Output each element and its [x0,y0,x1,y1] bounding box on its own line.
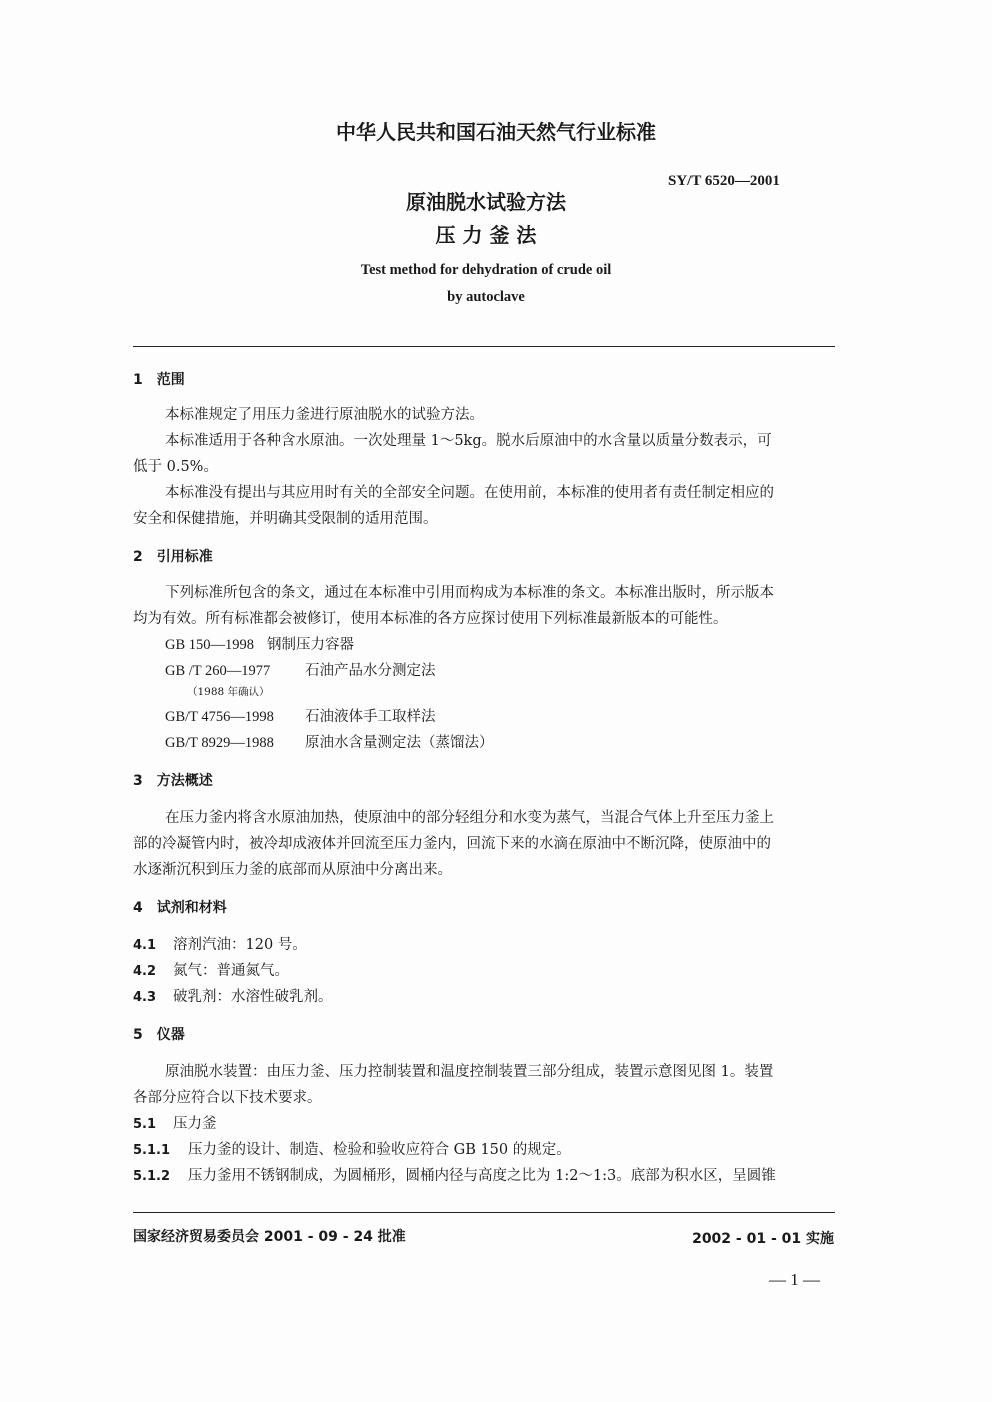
standard-number: SY/T 6520—2001 [668,173,780,189]
item-text: 压力釜用不锈钢制成，为圆桶形，圆桶内径与高度之比为 1:2～1:3。底部为积水区，呈圆锥 [188,1168,776,1184]
item-text: 破乳剂：水溶性破乳剂。 [173,989,333,1005]
reference-code: GB /T 260—1977 [165,663,271,679]
section-1-paragraph: 低于 0.5%。 [133,459,218,475]
reference-title: 钢制压力容器 [267,637,354,653]
document-subtitle-cn: 压 力 釜 法 [435,223,537,247]
reference-title: 石油产品水分测定法 [305,663,436,679]
clause [133,1138,571,1163]
section-2-paragraph: 下列标准所包含的条文，通过在本标准中引用而构成为本标准的条文。本标准出版时，所示版本 [165,585,774,601]
reference-note: （1988 年确认） [187,686,270,698]
approval-statement: 国家经济贸易委员会 2001 - 09 - 24 批准 [133,1229,406,1245]
section-3-paragraph: 水逐渐沉积到压力釜的底部而从原油中分离出来。 [133,862,452,878]
list-item [133,985,333,1010]
reference-code: GB/T 8929—1988 [165,735,274,751]
reference-item [165,659,436,683]
section-5-paragraph: 各部分应符合以下技术要求。 [133,1090,322,1106]
section-1-paragraph: 安全和保健措施，并明确其受限制的适用范围。 [133,511,438,527]
section-3-paragraph: 部的冷凝管内时，被冷却成液体并回流至压力釜内，回流下来的水滴在原油中不断沉降，使原油中的 [133,836,771,852]
list-item [133,933,307,958]
reference-code: GB/T 4756—1998 [165,709,274,725]
item-text: 压力釜 [173,1116,217,1132]
document-title-cn: 原油脱水试验方法 [406,190,566,214]
reference-item [165,731,494,755]
page-number: — 1 — [769,1270,820,1289]
reference-title: 石油液体手工取样法 [305,709,436,725]
effective-date: 2002 - 01 - 01 实施 [692,1231,834,1247]
section-5-heading: 5 仪器 [133,1027,185,1043]
section-2-heading: 2 引用标准 [133,549,213,565]
section-3-heading: 3 方法概述 [133,773,213,789]
section-1-paragraph: 本标准适用于各种含水原油。一次处理量 1～5kg。脱水后原油中的水含量以质量分数表示，可 [165,433,772,449]
footer-divider [133,1212,835,1213]
subsection-heading [133,1112,217,1137]
item-number: 4.3 [133,990,157,1005]
item-number: 5.1 [133,1117,157,1132]
item-number: 4.2 [133,964,157,979]
reference-item [165,633,354,657]
section-2-paragraph: 均为有效。所有标准都会被修订，使用本标准的各方应探讨使用下列标准最新版本的可能性。 [133,611,728,627]
reference-item [165,705,436,729]
section-1-heading: 1 范围 [133,372,185,388]
document-title-en-line2: by autoclave [447,289,525,305]
reference-code: GB 150—1998 [165,637,255,653]
section-4-heading: 4 试剂和材料 [133,900,227,916]
document-title-en-line1: Test method for dehydration of crude oil [360,262,612,278]
section-1-paragraph: 本标准规定了用压力釜进行原油脱水的试验方法。 [165,407,484,423]
clause [133,1164,776,1189]
header-divider [133,346,835,347]
section-1-paragraph: 本标准没有提出与其应用时有关的全部安全问题。在使用前，本标准的使用者有责任制定相应的 [165,485,774,501]
item-number: 4.1 [133,938,157,953]
section-3-paragraph: 在压力釜内将含水原油加热，使原油中的部分轻组分和水变为蒸气，当混合气体上升至压力釜上 [165,810,774,826]
item-text: 氮气：普通氮气。 [173,963,289,979]
item-number: 5.1.1 [133,1143,171,1158]
section-5-paragraph: 原油脱水装置：由压力釜、压力控制装置和温度控制装置三部分组成，装置示意图见图 1。装置 [165,1064,774,1080]
list-item [133,959,289,984]
standard-category-title: 中华人民共和国石油天然气行业标准 [336,120,656,144]
item-text: 压力釜的设计、制造、检验和验收应符合 GB 150 的规定。 [188,1142,571,1158]
reference-title: 原油水含量测定法（蒸馏法） [305,735,494,751]
item-text: 溶剂汽油：120 号。 [173,937,307,953]
item-number: 5.1.2 [133,1169,171,1184]
